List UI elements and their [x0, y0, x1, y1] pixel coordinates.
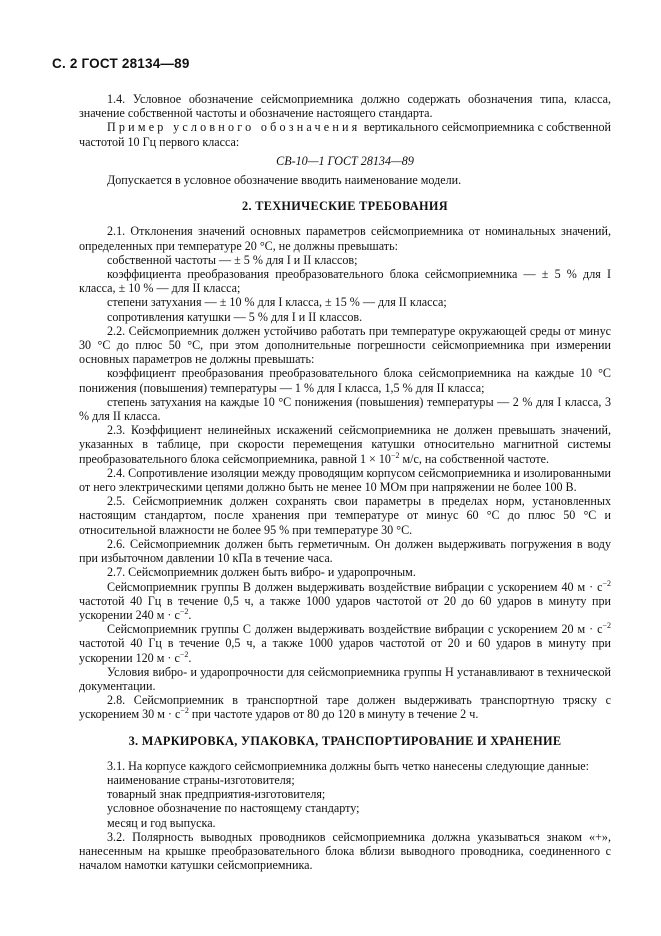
section-3-heading: 3. МАРКИРОВКА, УПАКОВКА, ТРАНСПОРТИРОВАНИЕ И ХРАНЕНИЕ — [128, 733, 562, 748]
paragraph-2-7: 2.7. Сейсмоприемник должен быть вибро- и ударопрочным. — [107, 565, 416, 580]
paragraph-group-c — [79, 622, 611, 665]
superscript: −2 — [179, 649, 189, 659]
section-2-heading: 2. ТЕХНИЧЕСКИЕ ТРЕБОВАНИЯ — [242, 199, 448, 214]
list-item: месяц и год выпуска. — [107, 815, 216, 830]
list-item: коэффициента преобразования преобразовательного блока сейсмоприемника — ± 5 % для I класса, ± 10 % — для II класса; — [79, 267, 611, 296]
list-item: степени затухания — ± 10 % для I класса, ± 15 % — для II класса; — [107, 295, 447, 310]
text-run: 2.8. Сейсмоприемник в транспортной таре должен выдерживать транспортную тряску с ускорением 30 м · с — [79, 693, 611, 722]
list-item: сопротивления катушки — 5 % для I и II классов. — [107, 309, 363, 324]
text-run: частотой 40 Гц в течение 0,5 ч, а также 1000 ударов частотой от 20 и 60 ударов в минуту при ускорении 120 м · с — [79, 636, 611, 665]
example-intro-text: вертикального сейсмоприемника с собственной частотой 10 Гц первого класса: — [79, 120, 611, 149]
paragraph-2-1: 2.1. Отклонения значений основных параметров сейсмоприемника от номинальных значений, определенных при температуре 20 °С, не должны превышать: — [79, 224, 611, 253]
example-intro — [79, 120, 611, 148]
paragraph-1-4: 1.4. Условное обозначение сейсмоприемника должно содержать обозначения типа, класса, значение собственной частоты и обозначение настоящего стандарта. — [79, 92, 611, 121]
list-item: наименование страны-изготовителя; — [107, 772, 295, 787]
superscript: −2 — [602, 621, 611, 631]
example-label: Пример условного обозначения — [107, 120, 361, 135]
paragraph-2-2: 2.2. Сейсмоприемник должен устойчиво работать при температуре окружающей среды от минус 30 °С до плюс 50 °С, при этом дополнительные погрешности сейсмоприемника при измерении основных параметров не должны превышать: — [79, 323, 611, 367]
text-run: Сейсмоприемник группы С должен выдерживать воздействие вибрации с ускорением 20 м · с — [107, 622, 603, 637]
paragraph-2-6: 2.6. Сейсмоприемник должен быть герметичным. Он должен выдерживать погружения в воду при избыточном давлении 10 кПа в течение часа. — [79, 536, 611, 566]
text-run: частотой 40 Гц в течение 0,5 ч, а также 1000 ударов частотой от 20 до 60 ударов в минуту при ускорении 240 м · с — [79, 593, 611, 622]
paragraph-3-1: 3.1. На корпусе каждого сейсмоприемника должны быть четко нанесены следующие данные: — [107, 758, 589, 773]
paragraph-2-8 — [79, 693, 611, 721]
list-item: коэффициент преобразования преобразовательного блока сейсмоприемника на каждые 10 °С понижения (повышения) температуры — 1 % для I класса, 1,5 % для II класса; — [79, 366, 611, 395]
text-run: . — [188, 650, 192, 665]
paragraph-group-h: Условия вибро- и ударопрочности для сейсмоприемника группы Н устанавливают в технической документации. — [79, 664, 611, 693]
list-item: собственной частоты — ± 5 % для I и II классов; — [107, 252, 358, 267]
text-run: . — [188, 607, 192, 622]
paragraph-model-name: Допускается в условное обозначение вводить наименование модели. — [107, 173, 462, 188]
paragraph-2-4: 2.4. Сопротивление изоляции между проводящим корпусом сейсмоприемника и изолированными от него электрическими цепями должно быть не менее 10 МОм при напряжении не более 100 В. — [79, 465, 611, 495]
page-header: С. 2 ГОСТ 28134—89 — [52, 56, 190, 71]
superscript: −2 — [180, 706, 189, 716]
text-run: Сейсмоприемник группы В должен выдерживать воздействие вибрации с ускорением 40 м · с — [107, 579, 603, 594]
text-run: при частоте ударов от 80 до 120 в минуту в течение 2 ч. — [188, 707, 479, 722]
paragraph-group-b — [79, 580, 611, 623]
paragraph-2-5: 2.5. Сейсмоприемник должен сохранять свои параметры в пределах норм, установленных настоящим стандартом, после хранения при температуре от минус 60 °С до плюс 50 °С и относительной влажности не более 95 % при температуре 30 °С. — [79, 494, 611, 537]
text-run: м/с, на собственной частоте. — [399, 451, 550, 466]
paragraph-2-3 — [79, 423, 611, 466]
superscript: −2 — [179, 606, 189, 616]
text-run: 2.3. Коэффициент нелинейных искажений сейсмоприемника не должен превышать значений, указанных в таблице, при скорости перемещения катушки относительно магнитной системы преобразовательного блока сейсмоприемника, равной 1 × 10 — [79, 423, 611, 466]
paragraph-3-2: 3.2. Полярность выводных проводников сейсмоприемника должна указываться знаком «+», нанесенным на крышке преобразовательного блока вблизи выводного проводника, соединенного с началом намотки катушки сейсмоприемника. — [79, 829, 611, 873]
superscript: −2 — [390, 450, 400, 460]
list-item: степень затухания на каждые 10 °С понижения (повышения) температуры — 2 % для I класса, 3 % для II класса. — [79, 394, 611, 424]
list-item: товарный знак предприятия-изготовителя; — [107, 787, 326, 802]
example-designation: СВ-10—1 ГОСТ 28134—89 — [276, 153, 414, 168]
superscript: −2 — [602, 578, 611, 588]
document-body — [79, 92, 611, 872]
list-item: условное обозначение по настоящему стандарту; — [107, 801, 360, 816]
